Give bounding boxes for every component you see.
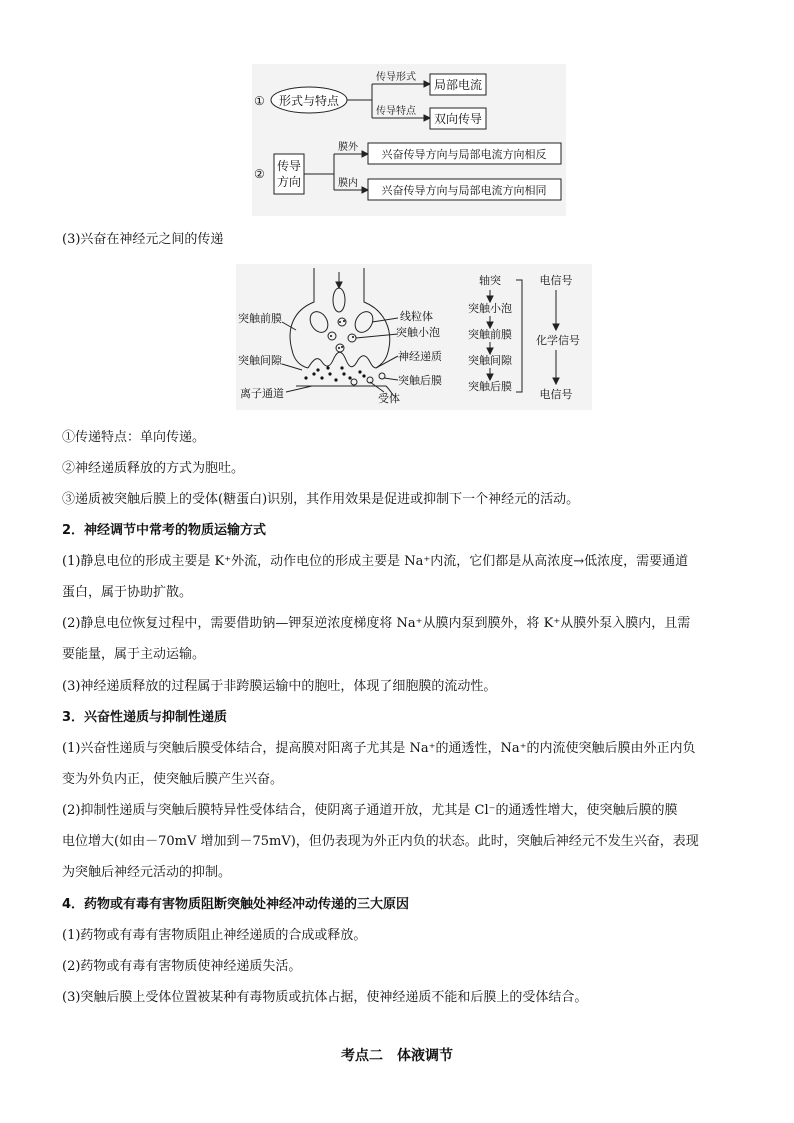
text-line: 为突触后神经元活动的抑制。 <box>62 865 232 880</box>
text-line: 要能量，属于主动运输。 <box>62 647 206 662</box>
box-direction-l2: 方向 <box>276 175 302 189</box>
flow-step-2: 突触小泡 <box>468 302 512 315</box>
text-line: (2)静息电位恢复过程中，需要借助钠—钾泵逆浓度梯度将 Na⁺从膜内泵到膜外，将 K⁺从膜外泵入膜内，且需 <box>62 616 691 631</box>
text-line: ①传递特点：单向传递。 <box>62 430 206 445</box>
box-outside: 兴奋传导方向与局部电流方向相反 <box>381 148 547 161</box>
text-line: 变为外负内正，使突触后膜产生兴奋。 <box>62 772 284 787</box>
flow-step-3: 突触前膜 <box>468 328 512 341</box>
text-line: (3)突触后膜上受体位置被某种有毒物质或抗体占据，使神经递质不能和后膜上的受体结合。 <box>62 990 588 1005</box>
oval-label: 形式与特点 <box>278 94 340 108</box>
box-bidirectional: 双向传导 <box>433 112 483 126</box>
flow-step-5: 突触后膜 <box>468 380 512 393</box>
synapse-diagram <box>236 264 592 410</box>
label-inside: 膜内 <box>338 178 358 189</box>
label-outside: 膜外 <box>338 142 358 153</box>
text-line: (1)药物或有毒有害物质阻止神经递质的合成或释放。 <box>62 928 367 943</box>
text-line: (2)抑制性递质与突触后膜特异性受体结合，使阴离子通道开放，尤其是 Cl⁻的通透性增大，使突触后膜的膜 <box>62 803 678 818</box>
label-feature: 传导特点 <box>376 106 416 117</box>
box-inside: 兴奋传导方向与局部电流方向相同 <box>381 184 547 197</box>
heading-3: 3．兴奋性递质与抑制性递质 <box>62 710 228 725</box>
label-neurotransmitter: 神经递质 <box>398 350 442 363</box>
box-direction-l1: 传导 <box>276 159 302 173</box>
text-line: ②神经递质释放的方式为胞吐。 <box>62 461 245 476</box>
num-2: ② <box>254 167 265 181</box>
label-ion-channel: 离子通道 <box>240 387 284 400</box>
section-3-heading: (3)兴奋在神经元之间的传递 <box>62 232 224 247</box>
heading-2: 2．神经调节中常考的物质运输方式 <box>62 523 267 538</box>
section-title: 考点二 体液调节 <box>341 1048 453 1064</box>
label-receptor: 受体 <box>378 392 400 405</box>
conduction-diagram <box>252 64 566 216</box>
text-line: (3)神经递质释放的过程属于非跨膜运输中的胞吐，体现了细胞膜的流动性。 <box>62 679 497 694</box>
text-line: 电位增大(如由－70mV 增加到－75mV)，但仍表现为外正内负的状态。此时，突触后神经元不发生兴奋，表现 <box>62 834 699 849</box>
text-line: (1)兴奋性递质与突触后膜受体结合，提高膜对阳离子尤其是 Na⁺的通透性，Na⁺的内流使突触后膜由外正内负 <box>62 741 696 756</box>
label-vesicle: 突触小泡 <box>396 326 440 339</box>
text-line: (1)静息电位的形成主要是 K⁺外流，动作电位的形成主要是 Na⁺内流，它们都是从高浓度→低浓度，需要通道 <box>62 554 689 569</box>
num-1: ① <box>254 94 265 108</box>
label-form: 传导形式 <box>376 72 416 83</box>
signal-electric-top: 电信号 <box>539 274 573 287</box>
box-current: 局部电流 <box>433 78 483 92</box>
label-presynaptic-membrane: 突触前膜 <box>238 312 282 325</box>
label-mitochondria: 线粒体 <box>400 310 433 323</box>
text-line: 蛋白，属于协助扩散。 <box>62 585 193 600</box>
label-synaptic-cleft: 突触间隙 <box>238 354 282 367</box>
heading-4: 4．药物或有毒有害物质阻断突触处神经冲动传递的三大原因 <box>62 897 410 912</box>
text-line: (2)药物或有毒有害物质使神经递质失活。 <box>62 959 302 974</box>
signal-chemical: 化学信号 <box>536 334 580 347</box>
flow-step-1: 轴突 <box>479 274 501 287</box>
signal-electric-bottom: 电信号 <box>539 388 573 401</box>
text-line: ③递质被突触后膜上的受体(糖蛋白)识别，其作用效果是促进或抑制下一个神经元的活动。 <box>62 492 580 507</box>
flow-step-4: 突触间隙 <box>468 354 512 367</box>
label-postsynaptic-membrane: 突触后膜 <box>398 374 442 387</box>
